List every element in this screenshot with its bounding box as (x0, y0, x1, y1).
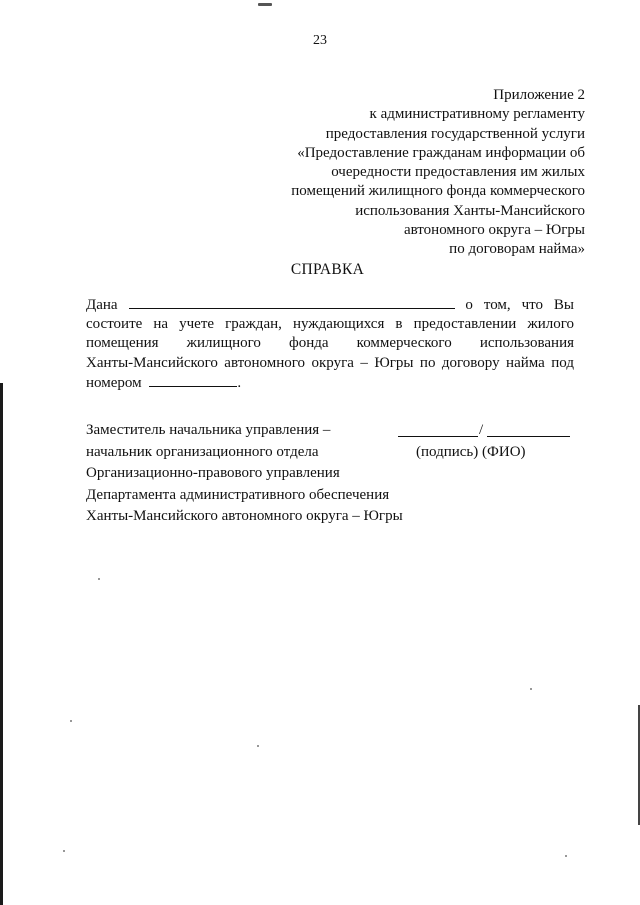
body-text-end: о том, что Вы (465, 297, 574, 313)
appendix-line: очередности предоставления им жилых (331, 164, 585, 181)
document-title: СПРАВКА (290, 261, 365, 278)
scan-speck (258, 3, 272, 6)
appendix-line: автономного округа – Югры (403, 222, 585, 239)
scan-speck (530, 688, 532, 690)
queue-number-blank[interactable] (149, 373, 237, 387)
appendix-line: «Предоставление гражданам информации об (297, 144, 585, 161)
signer-block (86, 420, 403, 528)
signature-separator: / (479, 422, 484, 438)
page-number: 23 (313, 33, 327, 48)
appendix-line: предоставления государственной услуги (325, 125, 585, 142)
appendix-line: к административному регламенту (369, 106, 585, 123)
scan-speck (98, 578, 100, 580)
appendix-line: Приложение 2 (493, 87, 585, 103)
signature-lines (398, 420, 570, 442)
body-line: Ханты-Мансийского автономного округа – Югры по договору найма под (86, 354, 574, 371)
scan-speck (257, 745, 259, 747)
signature-block (398, 420, 570, 460)
scan-speck (63, 850, 65, 852)
appendix-line: помещений жилищного фонда коммерческого (291, 183, 585, 200)
body-text-start: номером (86, 374, 142, 391)
body-line: помещения жилищного фонда коммерческого использования (86, 335, 574, 352)
signer-line: Заместитель начальника управления – (86, 422, 331, 438)
signer-line: Департамента административного обеспечения (86, 486, 390, 503)
body-text-start: Дана (86, 297, 118, 313)
signer-line: Организационно-правового управления (86, 465, 340, 481)
body-line (86, 373, 574, 393)
full-name-blank[interactable] (487, 436, 570, 437)
appendix-line: по договорам найма» (449, 241, 585, 258)
recipient-name-blank[interactable] (129, 295, 455, 309)
appendix-header (225, 86, 585, 260)
scan-speck (565, 855, 567, 857)
body-line: состоите на учете граждан, нуждающихся в предоставлении жилого (86, 316, 574, 333)
scan-speck (70, 720, 72, 722)
body-line (86, 295, 574, 315)
signature-captions: (подпись) (ФИО) (416, 443, 526, 460)
body-text-end: . (237, 374, 242, 391)
certificate-body (86, 295, 574, 393)
scan-edge-shadow (0, 383, 3, 905)
signature-blank[interactable] (398, 436, 478, 437)
signer-line: Ханты-Мансийского автономного округа – Югры (86, 508, 403, 524)
signer-line: начальник организационного отдела (86, 443, 319, 460)
appendix-line: использования Ханты-Мансийского (355, 202, 585, 219)
